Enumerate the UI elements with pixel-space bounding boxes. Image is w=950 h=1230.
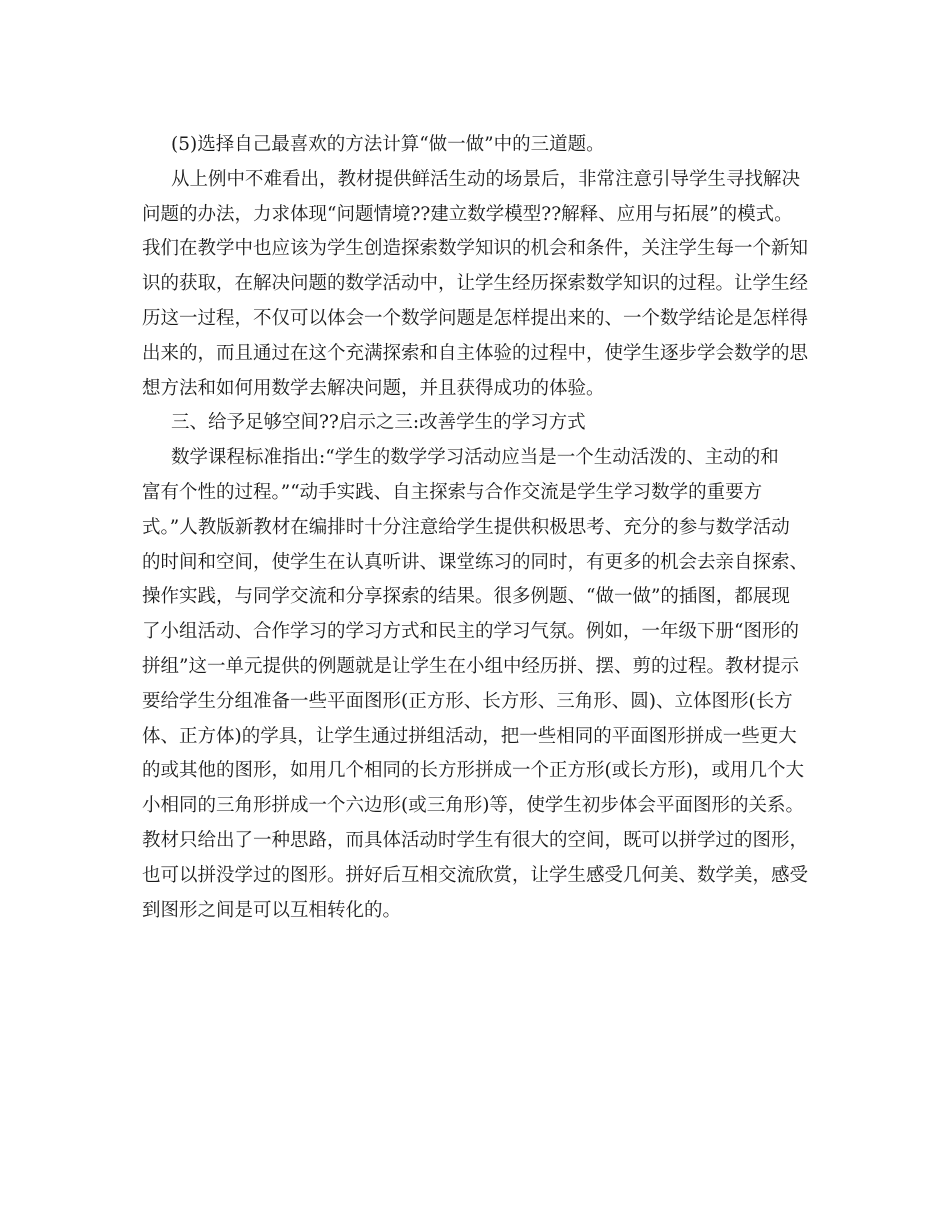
text-line: 拼组”这一单元提供的例题就是让学生在小组中经历拼、摆、剪的过程。教材提示 xyxy=(142,655,799,677)
text-line: 三、给予足够空间??启示之三:改善学生的学习方式 xyxy=(171,412,586,434)
text-line: 了小组活动、合作学习的学习方式和民主的学习气氛。例如，一年级下册“图形的 xyxy=(142,621,799,643)
paragraph-step-5 xyxy=(142,128,822,163)
text-line: 问题的办法，力求体现“问题情境??建立数学模型??解释、应用与拓展”的模式。 xyxy=(142,203,793,225)
section-heading xyxy=(142,406,822,441)
text-line: 识的获取，在解决问题的数学活动中，让学生经历探索数学知识的过程。让学生经 xyxy=(142,273,809,295)
document-body xyxy=(142,128,822,928)
text-line: 数学课程标准指出:“学生的数学学习活动应当是一个生动活泼的、主动的和 xyxy=(171,447,779,469)
text-line: 的时间和空间，使学生在认真听讲、课堂练习的同时，有更多的机会去亲自探索、 xyxy=(142,551,809,573)
text-line: 体、正方体)的学具，让学生通过拼组活动，把一些相同的平面图形拼成一些更大 xyxy=(142,725,797,747)
text-line: 的或其他的图形，如用几个相同的长方形拼成一个正方形(或长方形)，或用几个大 xyxy=(142,760,804,782)
text-line: 从上例中不难看出，教材提供鲜活生动的场景后，非常注意引导学生寻找解决 xyxy=(171,168,801,190)
text-line: 小相同的三角形拼成一个六边形(或三角形)等，使学生初步体会平面图形的关系。 xyxy=(142,795,804,817)
paragraph-curriculum xyxy=(142,441,822,928)
text-line: 富有个性的过程。”“动手实践、自主探索与合作交流是学生学习数学的重要方 xyxy=(142,481,763,503)
text-line: 出来的，而且通过在这个充满探索和自主体验的过程中，使学生逐步学会数学的思 xyxy=(142,342,809,364)
text-line: 历这一过程，不仅可以体会一个数学问题是怎样提出来的、一个数学结论是怎样得 xyxy=(142,307,809,329)
text-line: 要给学生分组准备一些平面图形(正方形、长方形、三角形、圆)、立体图形(长方 xyxy=(142,690,793,712)
text-line: (5)选择自己最喜欢的方法计算“做一做”中的三道题。 xyxy=(171,134,605,155)
text-line: 到图形之间是可以互相转化的。 xyxy=(142,899,402,921)
text-line: 操作实践，与同学交流和分享探索的结果。很多例题、“做一做”的插图，都展现 xyxy=(142,586,790,608)
text-line: 想方法和如何用数学去解决问题，并且获得成功的体验。 xyxy=(142,377,605,399)
text-line: 教材只给出了一种思路，而具体活动时学生有很大的空间，既可以拼学过的图形， xyxy=(142,829,809,851)
text-line: 也可以拼没学过的图形。拼好后互相交流欣赏，让学生感受几何美、数学美，感受 xyxy=(142,864,809,886)
text-line: 式。”人教版新教材在编排时十分注意给学生提供积极思考、充分的参与数学活动 xyxy=(142,516,790,538)
text-line: 我们在教学中也应该为学生创造探索数学知识的机会和条件，关注学生每一个新知 xyxy=(142,238,809,260)
paragraph-analysis xyxy=(142,163,822,407)
